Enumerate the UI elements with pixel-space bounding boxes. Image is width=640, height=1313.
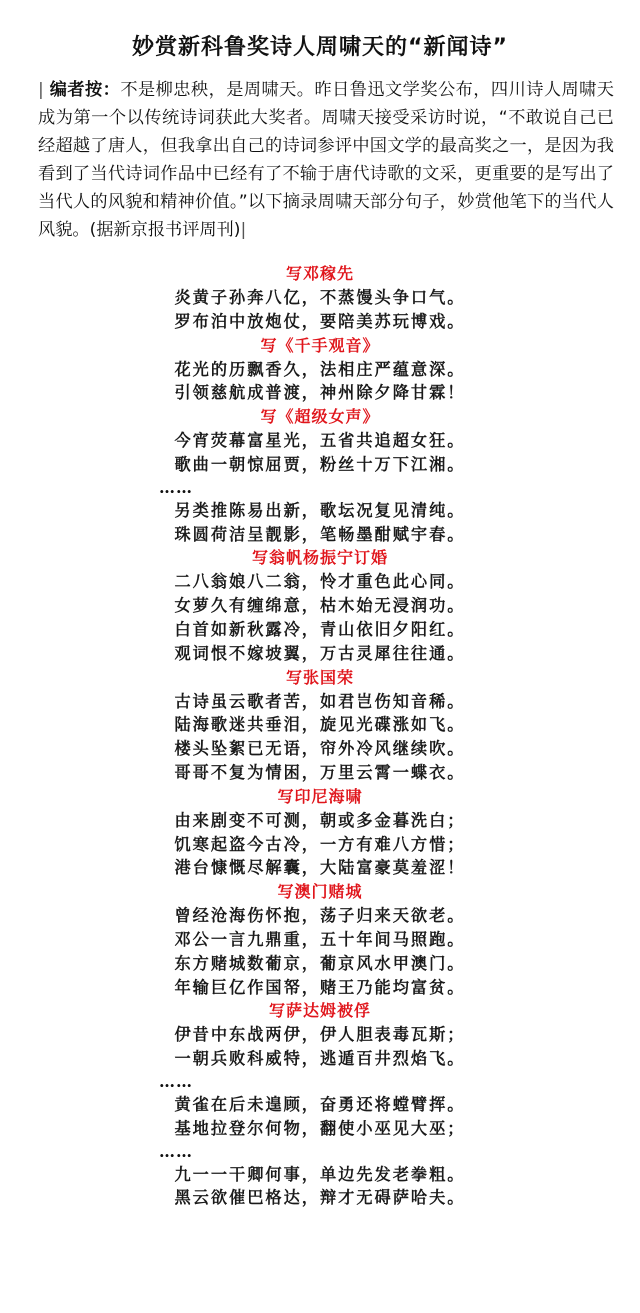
poem-line: 一朝兵败科威特，逃遁百井烈焰飞。 [174,1049,466,1069]
poem-ellipsis: …… [159,1141,193,1161]
section-heading: 写《超级女声》 [260,407,380,427]
poem-line: 港台慷慨尽解囊，大陆富豪莫羞涩！ [174,858,466,878]
section-heading: 写萨达姆被俘 [268,1001,371,1021]
poem-ellipsis: …… [159,1071,193,1091]
poem-line: 白首如新秋露冷，青山依旧夕阳红。 [174,619,466,639]
section-heading: 写澳门赌城 [277,882,363,902]
section-heading: 写印尼海啸 [277,786,363,806]
poem-line: 花光的历飘香久，法相庄严蕴意深。 [174,359,466,379]
poem-line: 黑云欲催巴格达，辩才无碍萨哈夫。 [174,1188,466,1208]
poem-line: 今宵荧幕富星光，五省共追超女狂。 [174,431,466,451]
poem-line: 罗布泊中放炮仗，要陪美苏玩博戏。 [174,311,466,331]
poem-line: 珠圆荷洁呈靓影，笔畅墨酣赋宇春。 [174,524,466,544]
note-bar-close: | [240,220,247,240]
editor-note-label: 编者按： [49,80,121,100]
poem-excerpts [0,262,640,1210]
section-heading: 写翁帆杨振宁订婚 [251,548,388,568]
section-heading: 写邓稼先 [285,264,354,283]
poem-line: 哥哥不复为情困，万里云霄一蝶衣。 [174,762,466,782]
poem-line: 观词恨不嫁坡翼，万古灵犀往往通。 [174,643,466,663]
section-heading: 写《千手观音》 [260,335,380,355]
poem-line: 二八翁娘八二翁，怜才重色此心同。 [174,572,466,592]
editor-note [38,76,614,244]
poem-line: 女萝久有缠绵意，枯木始无浸润功。 [174,596,466,616]
poem-line: 饥寒起盗今古冷，一方有难八方惜； [174,834,466,854]
poem-ellipsis: …… [159,477,193,497]
poem-line: 由来剧变不可测，朝或多金暮洗白； [174,810,466,830]
poem-line: 黄雀在后未遑顾，奋勇还将螳臂挥。 [174,1094,466,1114]
section-heading: 写张国荣 [285,667,354,687]
poem-line: 楼头坠絮已无语，帘外冷风继续吹。 [174,739,466,759]
poem-line: 引领慈航成普渡，神州除夕降甘霖！ [174,383,466,403]
poem-line: 歌曲一朝惊屈贾，粉丝十万下江湘。 [174,454,466,474]
poem-line: 另类推陈易出新，歌坛况复见清纯。 [174,500,466,520]
poem-line: 伊昔中东战两伊，伊人胆表毒瓦斯； [174,1025,466,1045]
poem-line: 陆海歌迷共垂泪，旋见光碟涨如飞。 [174,715,466,735]
poem-line: 九一一干卿何事，单边先发老拳粗。 [174,1164,466,1184]
poem-line: 邓公一言九鼎重，五十年间马照跑。 [174,929,466,949]
poem-line: 炎黄子孙奔八亿，不蒸馒头争口气。 [174,288,466,307]
poem-line: 曾经沧海伤怀抱，荡子归来天欲老。 [174,906,466,926]
poem-line: 东方赌城数葡京，葡京风水甲澳门。 [174,953,466,973]
poem-line: 年输巨亿作国帑，赌王乃能均富贫。 [174,977,466,997]
editor-note-text: 不是柳忠秧，是周啸天。昨日鲁迅文学奖公布，四川诗人周啸天成为第一个以传统诗词获此大奖者。周啸天接受采访时说，“不敢说自己已经超越了唐人，但我拿出自己的诗词参评中国文学的最高奖之一，是因为我看到了当代诗词作品中已经有了不输于唐代诗歌的文采，更重要的是写出了当代人的风貌和精神价值。”以下摘录周啸天部分句子，妙赏他笔下的当代人风貌。(据新京报书评周刊) [38,80,614,240]
page-title: 妙赏新科鲁奖诗人周啸天的“新闻诗” [132,35,508,60]
poem-line: 基地拉登尔何物，翻使小巫见大巫； [174,1118,466,1138]
poem-line: 古诗虽云歌者苦，如君岂伤知音稀。 [174,691,466,711]
note-bar-open: | [38,80,44,100]
